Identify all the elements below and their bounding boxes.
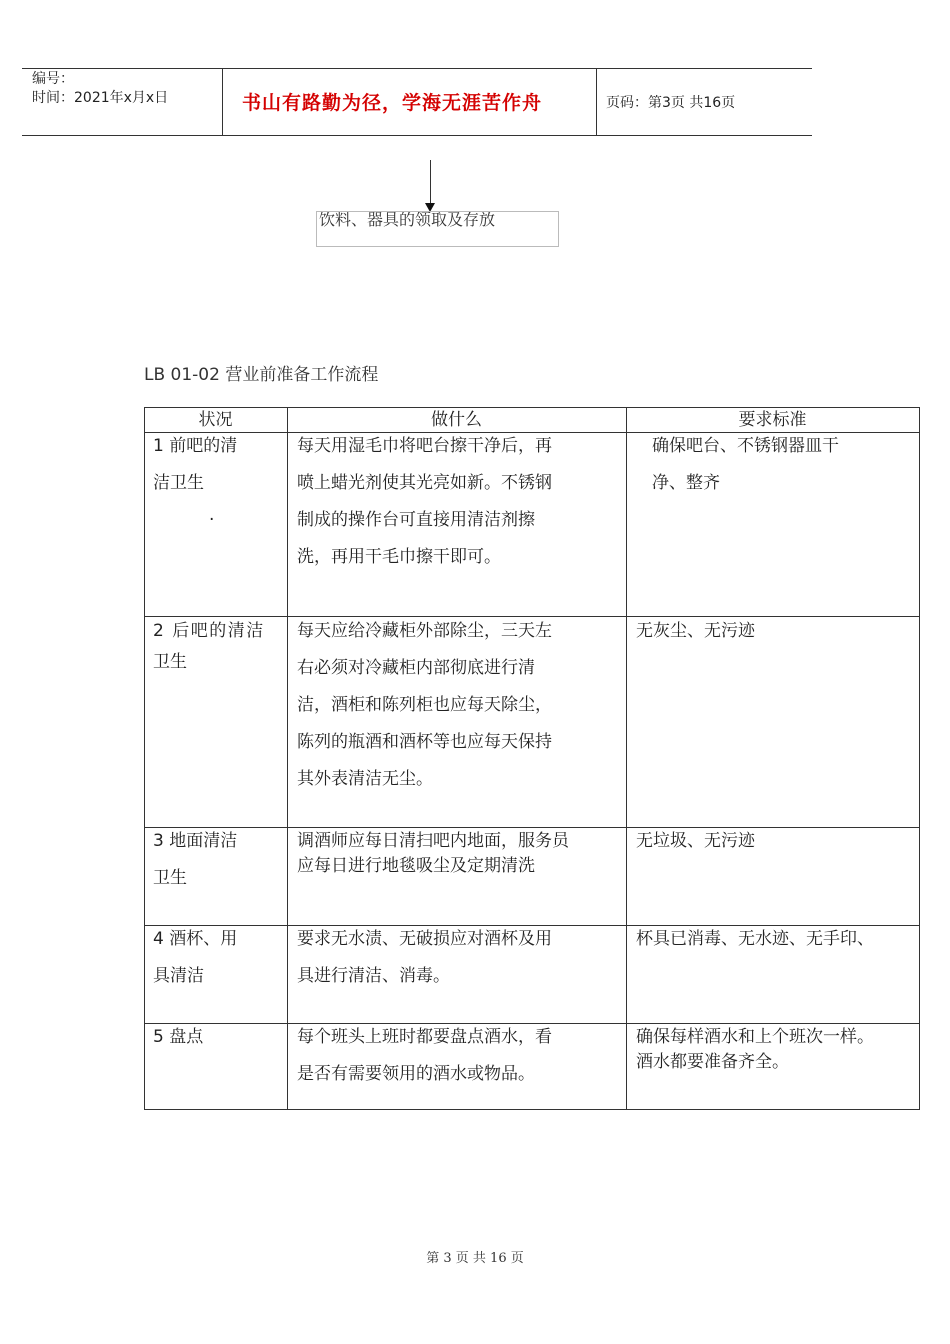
table-row-5-status: [153, 1019, 203, 1056]
todo-line: 每个班头上班时都要盘点酒水，看: [297, 1027, 552, 1047]
header-top-rule: [22, 68, 812, 69]
status-line: 卫生: [153, 868, 187, 888]
status-line: 具清洁: [153, 966, 204, 986]
column-header-todo: 做什么: [431, 410, 482, 430]
flow-step-box: [316, 211, 559, 247]
time-label: 时间：2021年x月x日: [32, 90, 169, 106]
header-meta: [32, 70, 168, 108]
column-header-status: 状况: [198, 410, 233, 430]
status-line: 1 前吧的清: [153, 436, 238, 456]
table-row-4-standard: [636, 921, 874, 958]
serial-label: 编号：: [32, 71, 74, 87]
table-rule: [144, 1109, 920, 1110]
table-rule: [144, 407, 145, 1110]
flow-step-text: 饮料、器具的领取及存放: [319, 211, 496, 229]
procedure-table: [144, 407, 920, 1110]
todo-line: 每天应给冷藏柜外部除尘，三天左: [297, 621, 552, 641]
standard-line: 确保吧台、不锈钢器皿干: [652, 436, 839, 456]
todo-line: 喷上蜡光剂使其光亮如新。不锈钢: [297, 473, 552, 493]
header-motto: 书山有路勤为径，学海无涯苦作舟: [242, 92, 543, 114]
todo-line: 是否有需要领用的酒水或物品。: [297, 1064, 535, 1084]
status-line: 5 盘点: [153, 1027, 204, 1047]
table-row-2-todo: [297, 613, 552, 798]
table-rule: [919, 407, 920, 1110]
todo-line: 应每日进行地毯吸尘及定期清洗: [297, 856, 535, 876]
header-divider-right: [596, 68, 597, 136]
header-page-label: 页码：第3页 共16页: [606, 95, 736, 111]
section-title: LB 01-02 营业前准备工作流程: [144, 365, 379, 385]
flow-arrow-line: [430, 160, 431, 206]
todo-line: 洁，酒柜和陈列柜也应每天除尘，: [297, 695, 552, 715]
status-line: 洁卫生: [153, 473, 204, 493]
table-row-4-status: [153, 921, 237, 995]
table-row-5-standard: [636, 1025, 874, 1075]
header-bottom-rule: [22, 135, 812, 136]
todo-line: 要求无水渍、无破损应对酒杯及用: [297, 929, 552, 949]
status-line: ·: [209, 510, 215, 530]
header-divider-left: [222, 68, 223, 136]
todo-line: 其外表清洁无尘。: [297, 769, 433, 789]
status-line: 3 地面清洁: [153, 831, 238, 851]
standard-line: 酒水都要准备齐全。: [636, 1052, 789, 1072]
todo-line: 右必须对冷藏柜内部彻底进行清: [297, 658, 535, 678]
table-row-1-status: [153, 428, 237, 539]
standard-line: 无灰尘、无污迹: [636, 621, 755, 641]
standard-line: 杯具已消毒、无水迹、无手印、: [636, 929, 874, 949]
todo-line: 调酒师应每日清扫吧内地面，服务员: [297, 831, 569, 851]
table-row-1-standard: [652, 428, 839, 502]
table-row-1-todo: [297, 428, 552, 576]
table-row-3-todo: [297, 829, 569, 879]
status-line: 4 酒杯、用: [153, 929, 238, 949]
todo-line: 制成的操作台可直接用清洁剂擦: [297, 510, 535, 530]
table-rule: [287, 407, 288, 1110]
column-header-standard: 要求标准: [738, 410, 807, 430]
standard-line: 确保每样酒水和上个班次一样。: [636, 1027, 874, 1047]
table-row-5-todo: [297, 1019, 552, 1093]
table-row-3-standard: [636, 823, 755, 860]
standard-line: 无垃圾、无污迹: [636, 831, 755, 851]
standard-line: 净、整齐: [652, 473, 720, 493]
todo-line: 每天用湿毛巾将吧台擦干净后，再: [297, 436, 552, 456]
page-footer: 第 3 页 共 16 页: [426, 1251, 524, 1266]
todo-line: 具进行清洁、消毒。: [297, 966, 450, 986]
table-rule: [144, 827, 920, 828]
table-row-4-todo: [297, 921, 552, 995]
table-row-3-status: [153, 823, 237, 897]
todo-line: 洗，再用干毛巾擦干即可。: [297, 547, 501, 567]
todo-line: 陈列的瓶酒和酒杯等也应每天保持: [297, 732, 552, 752]
table-row-2-standard: [636, 613, 755, 650]
table-row-2-status: [153, 613, 281, 675]
table-rule: [626, 407, 627, 1110]
status-line: 卫生: [153, 652, 187, 672]
status-line: 2 后吧的清洁: [153, 621, 265, 641]
